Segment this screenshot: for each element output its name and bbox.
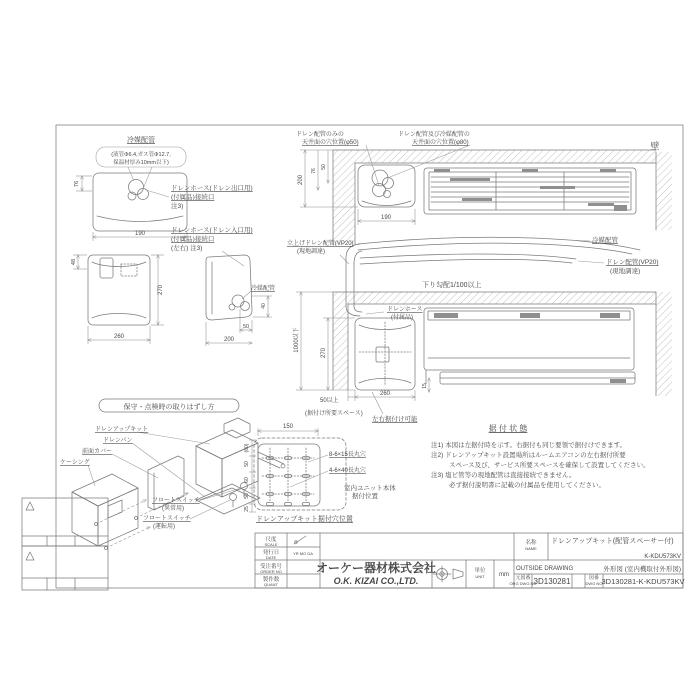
label-hole-drain-only-1: ドレン配管のみの [296,132,344,138]
label-refrigerant-pipe: 冷媒配管 [127,137,155,144]
label-drain-hose-outlet-1: ドレンホース(ドレン出口用) [171,185,253,192]
tb-org-dwg-jp: 元図番 [515,575,531,581]
label-drain-up-kit: ドレンアップキット [95,427,149,433]
tb-name-jp: 名称 [525,540,537,546]
dim-25: 25 [244,506,250,512]
label-drain-hose-inlet-2: (付属品)接続口 [171,236,215,243]
label-hole-type-a: 8-6×15長丸穴 [329,452,366,458]
tb-date-val: YR MO DA [293,551,313,556]
label-float-switch-abnormal-1: フロートスイッチ [152,498,200,504]
label-refrigerant-pipe-side: 冷媒配管 [251,286,276,292]
exploded-title: 保守・点検時の取りはずし方 [123,404,215,411]
label-install-state-title: 据 付 状 態 [488,424,528,433]
note-3a: 注3) 塩ビ管等の現地配管は直接接続できません。 [431,472,576,479]
dim-50min: 50以上 [320,398,339,404]
dim-270: 270 [158,284,164,296]
label-drain-hose-outlet-2: (付属品)接続口 [171,194,215,201]
tb-company-jp: オーケー器材株式会社 [315,561,437,575]
label-drain-pipe-2: (現地調達) [610,268,641,275]
hole-view-title: ドレンアップキット据付穴位置 [256,516,353,523]
label-wall: 壁 [650,141,660,151]
dim-50: 50 [242,324,250,330]
tb-order-en: ORDER NO [260,569,282,574]
label-riser-pipe-2: (現地調達) [297,249,325,255]
tb-date-en: DATE [265,555,277,560]
dim-40: 40 [261,303,267,309]
label-drain-pan: ドレンパン [103,438,133,444]
label-hole-both-1: ドレン配管及び冷媒配管の [398,132,470,138]
label-unit-position-1: 室内ユニット本体 [344,485,396,492]
note-2b: スペース及び、サービス所要スペースを確保して設置してください。 [449,462,650,469]
label-float-switch-run-1: フロートスイッチ [143,516,191,522]
tb-date-jp: 発行日 [262,550,280,556]
label-refrigerant-pipe-install: 冷媒配管 [592,237,618,244]
tb-org-dwg-val: 3D130281 [533,577,571,586]
dim-50a: 50 [244,461,250,467]
label-riser-pipe-1: 立上げドレン配管(VP20) [287,241,354,247]
label-hole-both-2: 天井面の穴位置(φ80) [412,140,469,146]
label-refrigerant-spec-1: (液管Φ6.4,ガス管Φ12.7, [111,152,171,158]
dim-260: 260 [113,334,125,340]
dim-200-ceiling: 200 [298,174,304,186]
tb-unit-en: UNIT [475,574,485,579]
tb-unit-val: mm [499,572,509,578]
dim-48: 48 [71,258,77,266]
dim-190-ceiling: 190 [380,215,392,221]
dim-60p: (60) [244,443,250,453]
label-front-cover: 前面カバー [82,449,113,455]
label-drain-hose-outlet-note: 注3) [171,203,184,210]
tb-org-dwg-en: ORG DWG NO [509,581,537,586]
label-space-note: (据付け所要スペース) [305,411,363,417]
tb-order-jp: 受注番号 [259,564,283,570]
label-drain-hose-inlet-1: ドレンホース(ドレン入口用) [171,227,253,234]
label-lr-install: 左右据付け可能 [372,416,418,423]
label-float-switch-run-2: (運転用) [153,524,175,530]
tb-dwg-en: DWG NO [585,581,603,586]
dim-1000max: 1000以下 [294,327,300,353]
dim-270-install: 270 [321,347,327,359]
label-drain-hose-inlet-note: (左右) 注3) [171,245,203,252]
note-3b: 必ず据付説明書に記載の付属品を使用してください。 [449,482,605,489]
label-slope: 下り勾配1/100以上 [422,282,482,289]
tb-dwg-val: 3D130281-K-KDU573KV [601,577,685,586]
label-unit-position-2: 据付位置 [352,493,378,500]
tb-quant-en: QUANT [264,582,278,587]
dim-50-ceiling: 50 [321,164,327,170]
tb-outline-jp: 外形図 (室内機取付外形図) [603,566,681,573]
note-1: 注1) 本図は左据付時を示す。右据付も同じ要領で据付けできます。 [431,442,627,449]
label-drain-hose: ドレンホース [387,307,423,313]
dim-15: 15 [422,383,428,389]
label-refrigerant-spec-2: 保温材厚み10mm以下) [113,160,169,166]
label-drain-pipe-1: ドレン配管(VP20) [606,259,659,266]
dim-190: 190 [134,231,146,237]
tb-dwg-jp: 図番 [588,575,600,581]
tb-company-en: O.K. KIZAI CO.,LTD. [333,576,419,586]
label-hole-type-b: 4-6×40長丸穴 [329,468,366,474]
label-hole-drain-only-2: 天井面の穴位置(φ50) [302,140,359,146]
dim-260-install: 260 [379,391,391,397]
note-2a: 注2) ドレンアップキット設置場所はルームエアコンの左右据付所要 [431,452,626,459]
tb-scale-jp: 尺度 [265,537,277,543]
dim-76: 76 [74,180,80,188]
tb-name-val: ドレンアップキット(配管スペーサー付) [551,538,674,545]
label-casing: ケーシング [60,460,90,466]
label-float-switch-abnormal-2: (異常用) [162,506,184,512]
tb-model: K-KDU573KV [644,554,681,560]
tb-quant-jp: 製作数 [262,577,280,583]
tb-scale-en: SCALE [264,542,278,547]
dim-76-ceiling: 76 [311,168,317,174]
label-drain-hose-2: (付属品) [391,315,413,321]
dim-50b: 50 [244,493,250,499]
tb-outside-drawing: OUTSIDE DRAWING [516,566,574,572]
tb-unit-jp: 単位 [474,568,486,574]
dim-200: 200 [223,337,235,343]
tb-name-en: NAME [525,546,537,551]
dim-60: 60 [244,477,250,483]
dim-150: 150 [282,424,294,430]
